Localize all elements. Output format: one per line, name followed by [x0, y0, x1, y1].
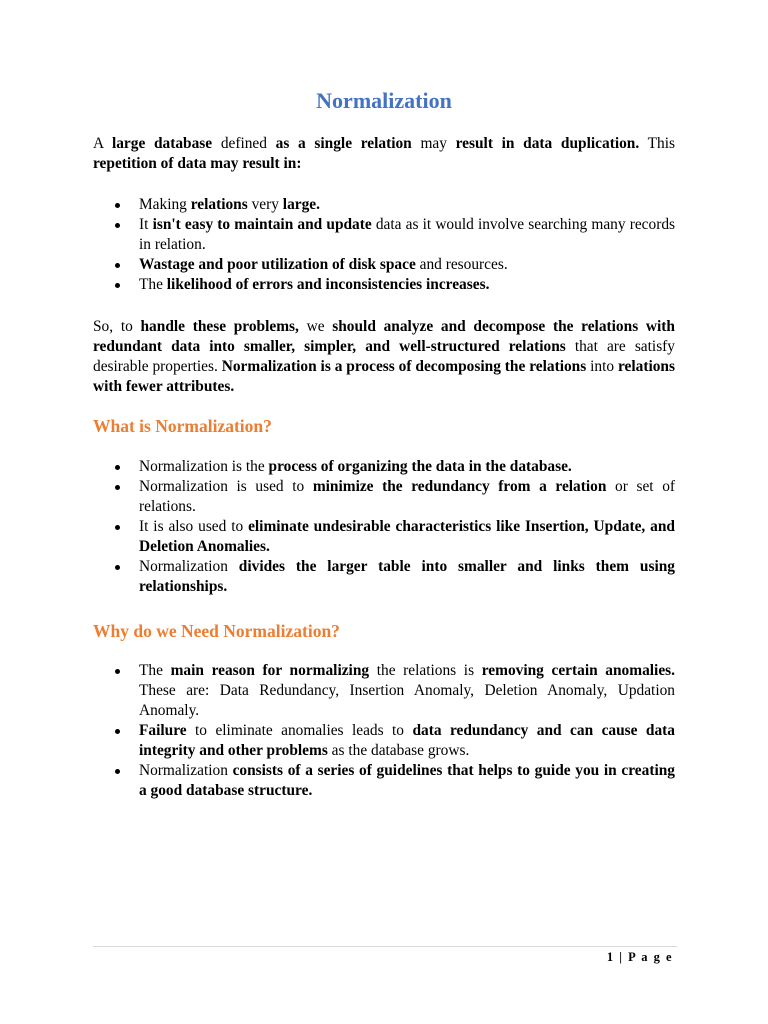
bold-text: consists of a series of guidelines that helps to guide you in creating a good database structure. — [139, 762, 675, 799]
text-run: Normalization — [139, 558, 239, 575]
bullet-icon — [115, 769, 120, 774]
text-run: These are: Data Redundancy, Insertion Anomaly, Deletion Anomaly, Updation Anomaly. — [139, 682, 675, 719]
bold-text: Normalization is a process of decomposing the relations — [221, 358, 587, 375]
text-run: Normalization — [139, 762, 233, 779]
text-run: This — [639, 135, 675, 152]
text-run: the relations is — [369, 662, 482, 679]
bullet-icon — [115, 565, 120, 570]
bold-text: minimize the redundancy from a relation — [312, 478, 607, 495]
text-run: Making — [139, 196, 191, 213]
text-run: into — [586, 358, 618, 375]
list-item — [93, 275, 675, 295]
bold-text: removing certain anomalies. — [481, 662, 675, 679]
text-run: that are satisfy desirable properties. — [93, 338, 676, 375]
bold-text: data redundancy and can cause data integrity and other problems — [139, 722, 675, 759]
text-run: Normalization is the — [139, 458, 269, 475]
list-item — [93, 557, 675, 597]
bold-text: Failure — [139, 722, 187, 739]
text-run: and resources. — [415, 256, 508, 273]
section-heading-why: Why do we Need Normalization? — [93, 621, 340, 641]
text-run: defined — [212, 135, 276, 152]
page-title: Normalization — [316, 88, 452, 113]
section-heading-what: What is Normalization? — [93, 416, 272, 436]
text-run: It — [139, 216, 153, 233]
bold-text: result in data duplication. — [455, 135, 640, 152]
text-run: The — [139, 662, 171, 679]
list-item — [93, 661, 675, 721]
bold-text: relations — [190, 196, 248, 213]
document-page — [93, 0, 675, 1024]
list-item — [93, 477, 675, 517]
bullet-icon — [115, 203, 120, 208]
summary-paragraph — [93, 317, 675, 397]
what-list — [93, 457, 675, 597]
why-list — [93, 661, 675, 801]
text-run: It is also used to — [139, 518, 249, 535]
bullet-icon — [115, 263, 120, 268]
bullet-icon — [115, 525, 120, 530]
list-item — [93, 517, 675, 557]
bold-text: relations with fewer attributes. — [93, 358, 675, 395]
bold-text: large database — [111, 135, 213, 152]
list-item — [93, 721, 675, 761]
bold-text: handle these problems, — [140, 318, 299, 335]
bullet-icon — [115, 669, 120, 674]
bold-text: should analyze and decompose the relations with redundant data into smaller, simpler, and well-structured relations — [93, 318, 675, 355]
bullet-icon — [115, 223, 120, 228]
bold-text: repetition of data may result in: — [93, 155, 302, 172]
list-item — [93, 195, 675, 215]
text-run: So, to — [93, 318, 141, 335]
bold-text: process of organizing the data in the database. — [268, 458, 572, 475]
bullet-icon — [115, 485, 120, 490]
bold-text: eliminate undesirable characteristics like Insertion, Update, and Deletion Anomalies. — [139, 518, 675, 555]
list-item — [93, 457, 675, 477]
bullet-icon — [115, 283, 120, 288]
bold-text: divides the larger table into smaller and links them using relationships. — [139, 558, 675, 595]
text-run: as the database grows. — [327, 742, 470, 759]
text-run: to eliminate anomalies leads to — [186, 722, 413, 739]
page-number: 1 | P a g e — [606, 950, 673, 964]
bold-text: as a single relation — [275, 135, 412, 152]
list-item — [93, 761, 675, 801]
footer-divider — [93, 946, 677, 947]
text-run: data as it would involve searching many records in relation. — [139, 216, 676, 253]
bold-text: isn't easy to maintain and update — [152, 216, 372, 233]
bold-text: large. — [282, 196, 320, 213]
bold-text: likelihood of errors and inconsistencies increases. — [166, 276, 490, 293]
bullet-icon — [115, 465, 120, 470]
bold-text: Wastage and poor utilization of disk space — [139, 256, 416, 273]
list-item — [93, 255, 675, 275]
text-run: very — [247, 196, 283, 213]
text-run: we — [298, 318, 333, 335]
problems-list — [93, 195, 675, 295]
bullet-icon — [115, 729, 120, 734]
bold-text: main reason for normalizing — [170, 662, 370, 679]
text-run: A — [93, 135, 112, 152]
list-item — [93, 215, 675, 255]
intro-paragraph — [93, 134, 675, 174]
text-run: The — [139, 276, 167, 293]
text-run: or set of relations. — [139, 478, 676, 515]
text-run: may — [411, 135, 456, 152]
text-run: Normalization is used to — [139, 478, 313, 495]
